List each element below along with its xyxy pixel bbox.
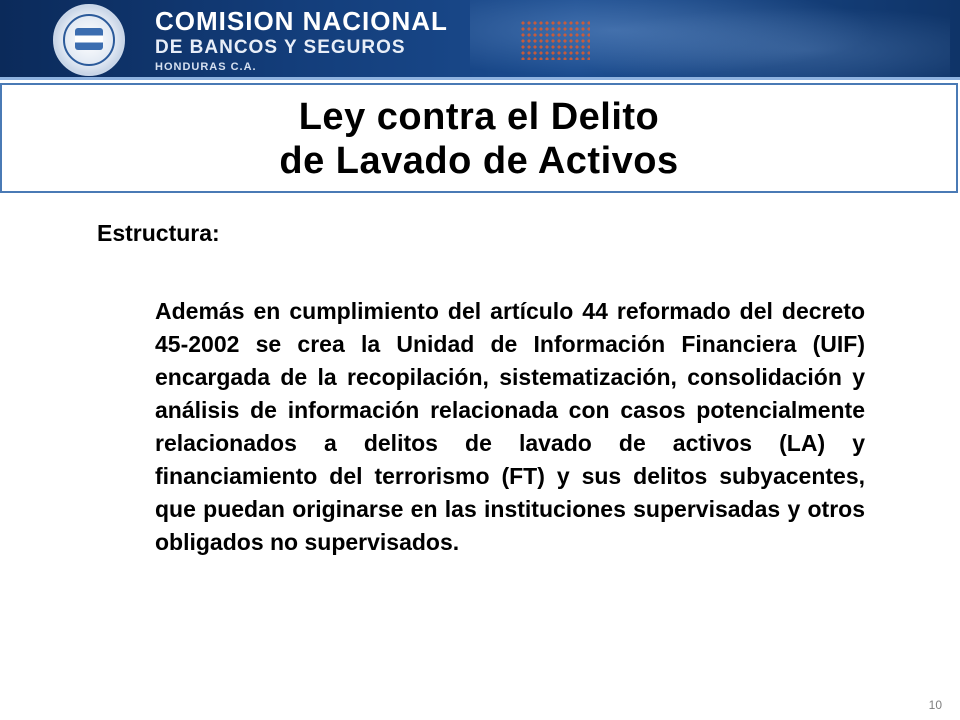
cnbs-seal-icon [53, 4, 125, 76]
map-dots-graphic [520, 20, 590, 60]
org-name-line1: COMISION NACIONAL [155, 6, 448, 36]
slide-title-box [0, 83, 958, 193]
header-banner [0, 0, 960, 80]
org-country: HONDURAS C.A. [155, 61, 257, 73]
section-body: Además en cumplimiento del artículo 44 reformado del decreto 45-2002 se crea la Unidad de Información Financiera (UIF) encargada de la recopilación, sistematización, consolidación y análisis de información relacionada con casos potencialmente relacionados a delitos de lavado de activos (LA) y financiamiento del terrorismo (FT) y sus delitos subyacentes, que puedan originarse en las instituciones supervisadas y otros obligados no supervisados. [155, 298, 865, 555]
slide-title-line1: Ley contra el Delito [298, 96, 660, 138]
org-name-line2: DE BANCOS Y SEGUROS [155, 37, 406, 58]
honduras-flag-icon [75, 28, 103, 50]
slide-title-line2: de Lavado de Activos [279, 140, 679, 182]
page-number: 10 [928, 698, 942, 712]
organization-name [155, 6, 448, 74]
section-heading: Estructura: [97, 220, 220, 246]
header-stripe [0, 77, 960, 80]
